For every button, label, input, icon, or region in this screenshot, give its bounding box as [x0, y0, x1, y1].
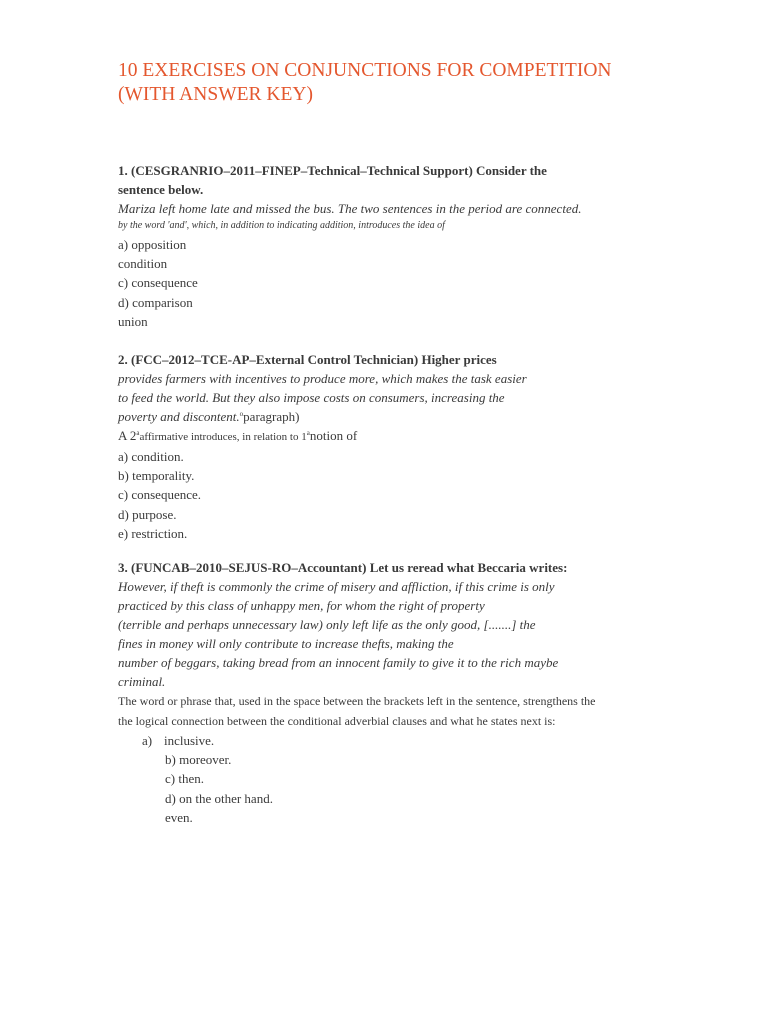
- question-1: [118, 161, 718, 331]
- question-2-paragraph-ref: paragraph): [243, 409, 300, 424]
- question-1-option: d) comparison: [118, 294, 193, 310]
- question-1-option: a) opposition: [118, 237, 187, 252]
- question-2-heading: 2. (FCC–2012–TCE-AP–External Control Technician) Higher prices: [118, 352, 497, 367]
- question-1-heading-line-1: 1. (CESGRANRIO–2011–FINEP–Technical–Technical Support) Consider the: [118, 163, 547, 178]
- ordinal-mark: a: [136, 429, 140, 437]
- option-letter: a): [142, 733, 153, 748]
- question-3-quote-line: practiced by this class of unhappy men, for whom the right of property: [118, 598, 485, 613]
- question-3-heading: 3. (FUNCAB–2010–SEJUS-RO–Accountant) Let us reread what Beccaria writes:: [118, 560, 568, 575]
- question-2-option: d) purpose.: [118, 506, 177, 522]
- ordinal-mark: a: [306, 429, 310, 437]
- question-3-option: [118, 731, 718, 750]
- question-3-option: even.: [165, 809, 193, 825]
- question-3-quote-line: fines in money will only contribute to increase thefts, making the: [118, 636, 454, 651]
- document-title: [118, 59, 678, 107]
- question-1-note: by the word 'and', which, in addition to indicating addition, introduces the idea of: [118, 220, 445, 231]
- question-3-quote-line: However, if theft is commonly the crime of misery and affliction, if this crime is only: [118, 579, 555, 594]
- stem-part: affirmative introduces, in relation to 1: [139, 431, 307, 443]
- stem-part: notion of: [309, 428, 358, 443]
- question-3-option: d) on the other hand.: [165, 790, 273, 806]
- question-2-quote-line: [118, 407, 718, 426]
- question-3-option: c) then.: [165, 771, 204, 787]
- question-3: [118, 558, 718, 827]
- question-2-quote-line: to feed the world. But they also impose costs on consumers, increasing the: [118, 390, 505, 405]
- title-line-2: (WITH ANSWER KEY): [118, 84, 313, 105]
- question-2-option: b) temporality.: [118, 468, 195, 484]
- question-2-option: e) restriction.: [118, 525, 188, 541]
- question-1-option: union: [118, 313, 148, 329]
- question-1-option: condition: [118, 256, 168, 272]
- option-text: inclusive.: [164, 733, 215, 748]
- title-line-1: 10 EXERCISES ON CONJUNCTIONS FOR COMPETITION: [118, 60, 612, 81]
- question-2-stem: [118, 426, 718, 447]
- question-2-option: c) consequence.: [118, 487, 202, 503]
- question-2-quote-line: provides farmers with incentives to produce more, which makes the task easier: [118, 371, 527, 386]
- stem-part: A 2: [118, 428, 137, 443]
- question-1-quote: Mariza left home late and missed the bus. The two sentences in the period are connected.: [118, 201, 582, 216]
- question-2: [118, 350, 718, 543]
- question-3-option: b) moreover.: [165, 752, 232, 768]
- degree-mark: o: [239, 410, 244, 418]
- question-2-option: a) condition.: [118, 449, 184, 464]
- question-3-quote-line: criminal.: [118, 674, 166, 689]
- question-2-quote-end: poverty and discontent.: [118, 409, 240, 424]
- question-3-quote-line: number of beggars, taking bread from an innocent family to give it to the rich maybe: [118, 655, 559, 670]
- question-3-stem-line: the logical connection between the conditional adverbial clauses and what he states next is:: [118, 714, 556, 728]
- question-1-heading-line-2: sentence below.: [118, 182, 204, 197]
- question-3-quote-line: (terrible and perhaps unnecessary law) only left life as the only good, [.......] the: [118, 617, 536, 632]
- question-3-stem-line: The word or phrase that, used in the space between the brackets left in the sentence, strengthens the: [118, 694, 596, 708]
- question-1-option: c) consequence: [118, 275, 198, 291]
